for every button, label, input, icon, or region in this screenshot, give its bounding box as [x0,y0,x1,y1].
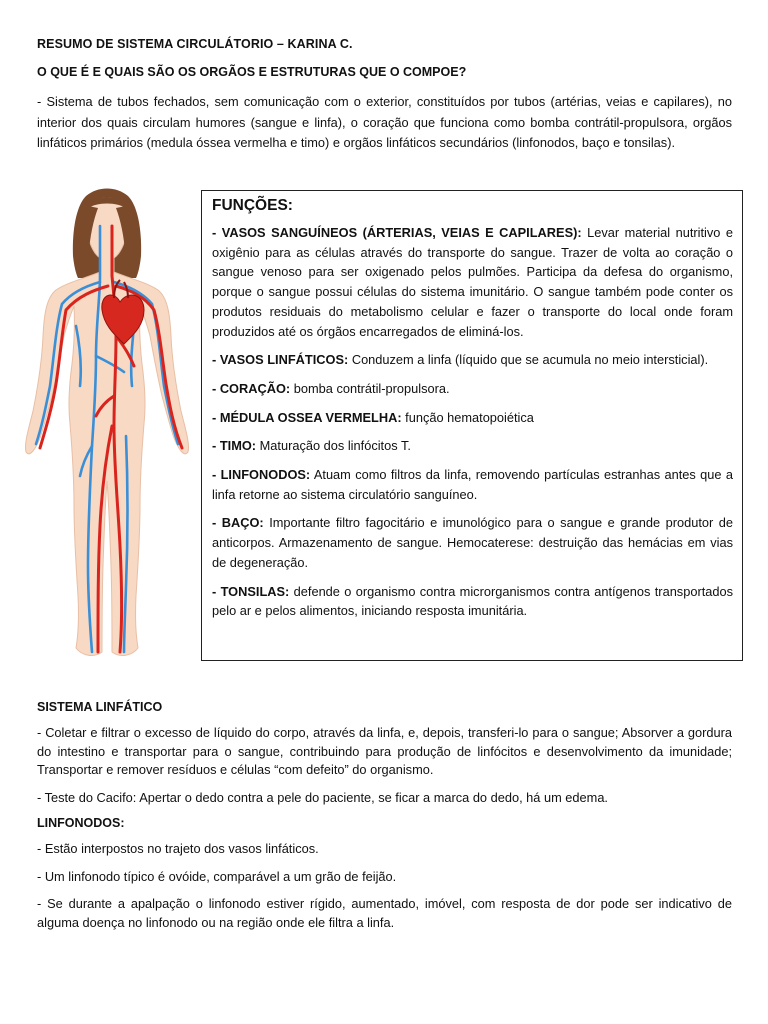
function-term: - CORAÇÃO: [212,380,291,396]
lower-sections [37,700,732,941]
function-description: bomba contrátil-propulsora. [290,380,450,396]
function-description: Levar material nutritivo e oxigênio para as células através do transporte do sangue. Trazer de volta ao coração o sangue venoso para ser oxigenado pelos pulmões. Participa da defesa do organismo, porque o sangue possui células do sistema imunitário. O sangue também pode conter os produtos residuais do metabolismo celular e fazer o transporte do local onde foram produzidos até os órgãos encarregados de eliminá-los. [212,225,733,339]
function-term: - BAÇO: [212,515,264,531]
function-description: Conduzem a linfa (líquido que se acumula no meio intersticial). [348,352,709,368]
section-question: O QUE É E QUAIS SÃO OS ORGÃOS E ESTRUTURAS QUE O COMPOE? [37,65,467,79]
function-item-tonsilas [212,582,733,621]
function-term: - VASOS LINFÁTICOS: [212,352,349,368]
lymph-nodes-paragraph: - Estão interpostos no trajeto dos vasos linfáticos. [37,841,319,856]
function-description: Maturação dos linfócitos T. [256,438,411,454]
function-description: Importante filtro fagocitário e imunológico para o sangue e grande produtor de anticorpos. Armazenamento de sangue. Hemocaterese: destruição das hemácias em vias de degeneração. [212,515,733,570]
circulatory-system-figure [16,186,198,666]
function-description: função hematopoiética [401,409,534,425]
lymphatic-paragraph: - Teste do Cacifo: Apertar o dedo contra a pele do paciente, se ficar a marca do dedo, há um edema. [37,789,608,805]
function-term: - LINFONODOS: [212,467,311,483]
body-illustration [16,186,198,666]
lymphatic-system-heading: SISTEMA LINFÁTICO [37,700,163,714]
function-item-timo [212,436,733,456]
functions-heading: FUNÇÕES: [212,197,293,214]
function-item-linfonodos [212,465,733,504]
function-term: - TIMO: [212,438,257,454]
function-item-medula [212,408,733,428]
function-item-vasos-sanguineos [212,223,733,341]
functions-box [201,190,743,661]
function-term: - TONSILAS: [212,583,290,599]
function-item-coracao [212,379,733,399]
lymph-nodes-heading: LINFONODOS: [37,816,125,830]
body-silhouette [25,198,188,655]
function-description: defende o organismo contra microrganismos contra antígenos transportados pelo ar e pelos alimentos, iniciando resposta imunitária. [212,583,734,619]
lymphatic-paragraph: - Coletar e filtrar o excesso de líquido do corpo, através da linfa, e, depois, transferi-lo para o sangue; Absorver a gordura do intestino e transportar para o sangue, contribuindo para produção de linfócitos e desenvolvimento da imunidade; Transportar e remover resíduos e células “com defeito” do organismo. [37,725,732,777]
function-term: - MÉDULA OSSEA VERMELHA: [212,409,402,425]
function-term: - VASOS SANGUÍNEOS (ÁRTERIAS, VEIAS E CAPILARES): [212,225,582,240]
function-item-vasos-linfaticos [212,350,733,370]
lymph-nodes-paragraph: - Se durante a apalpação o linfonodo estiver rígido, aumentado, imóvel, com resposta de dor pode ser indicativo de alguma doença no linfonodo ou na região onde ele filtra a linfa. [37,896,732,930]
function-description: Atuam como filtros da linfa, removendo partículas estranhas antes que a linfa retorne ao sistema circulatório sanguíneo. [212,467,734,502]
document-title: RESUMO DE SISTEMA CIRCULÁTORIO – KARINA C. [37,37,353,51]
function-item-baco [212,513,733,572]
intro-paragraph: - Sistema de tubos fechados, sem comunicação com o exterior, constituídos por tubos (artérias, veias e capilares), no interior dos quais circulam humores (sangue e linfa), o coração que funciona como bomba contrátil-propulsora, orgãos linfáticos primários (medula óssea vermelha e timo) e orgãos linfáticos secundários (linfonodos, baço e tonsilas). [37,94,732,150]
lymph-nodes-paragraph: - Um linfonodo típico é ovóide, comparável a um grão de feijão. [37,868,397,884]
